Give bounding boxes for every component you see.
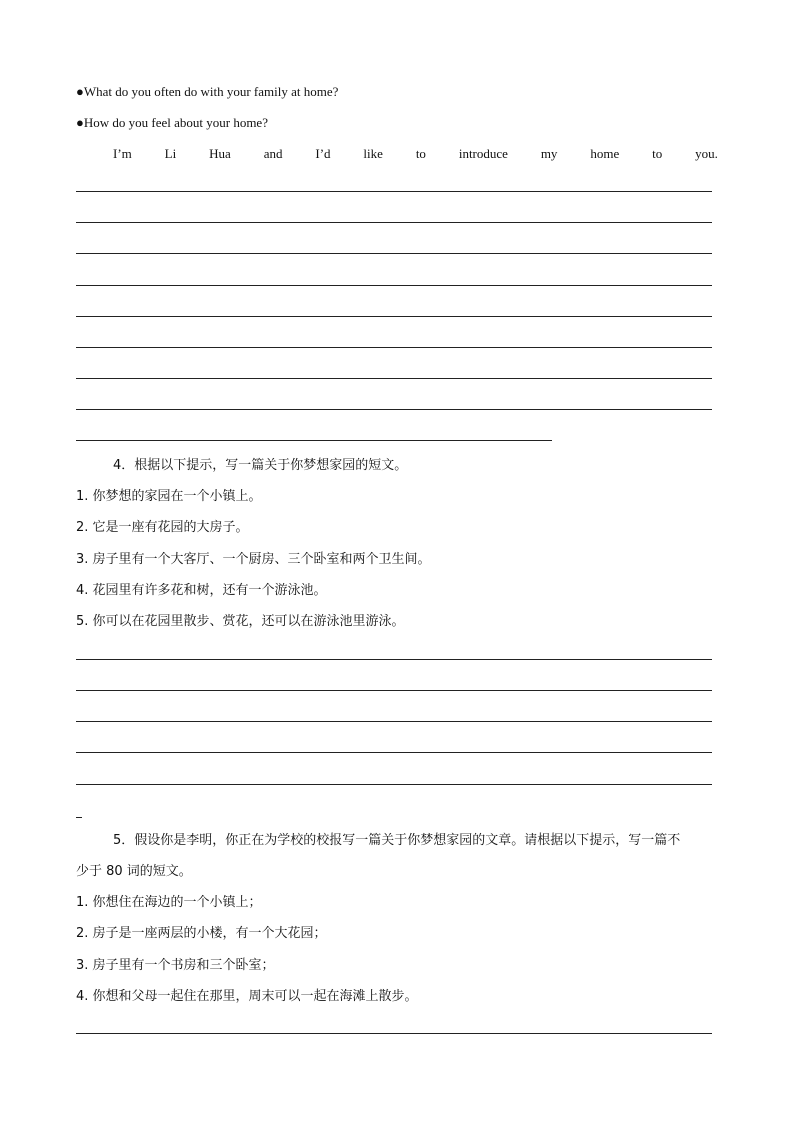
bullet-question-feel: ●How do you feel about your home? bbox=[76, 115, 268, 130]
writing-line bbox=[76, 378, 712, 379]
task4-item: 5. 你可以在花园里散步、赏花，还可以在游泳池里游泳。 bbox=[76, 614, 405, 629]
writing-line bbox=[76, 1033, 712, 1034]
writing-line-short bbox=[76, 440, 552, 441]
task5-item: 3. 房子里有一个书房和三个卧室； bbox=[76, 958, 275, 973]
writing-line bbox=[76, 347, 712, 348]
starter-word: home bbox=[590, 146, 620, 161]
bullet-question-family: ●What do you often do with your family at home? bbox=[76, 84, 339, 99]
writing-line bbox=[76, 285, 712, 286]
starter-word: my bbox=[540, 146, 558, 161]
starter-word: and bbox=[263, 146, 283, 161]
starter-sentence bbox=[113, 146, 718, 162]
writing-line bbox=[76, 409, 712, 410]
task4-item: 4. 花园里有许多花和树，还有一个游泳池。 bbox=[76, 583, 327, 598]
task5-item: 2. 房子是一座两层的小楼，有一个大花园； bbox=[76, 926, 327, 941]
starter-word: like bbox=[363, 146, 383, 161]
writing-line bbox=[76, 253, 712, 254]
writing-line bbox=[76, 316, 712, 317]
starter-word: I’m bbox=[113, 146, 132, 161]
task5-heading-continued: 少于 80 词的短文。 bbox=[76, 864, 192, 879]
starter-word: you. bbox=[695, 146, 718, 161]
writing-line bbox=[76, 690, 712, 691]
task4-item: 1. 你梦想的家园在一个小镇上。 bbox=[76, 489, 262, 504]
writing-line bbox=[76, 191, 712, 192]
writing-line-fragment bbox=[76, 817, 82, 818]
writing-line bbox=[76, 752, 712, 753]
writing-line bbox=[76, 721, 712, 722]
starter-word: I’d bbox=[315, 146, 331, 161]
writing-line bbox=[76, 784, 712, 785]
task5-item: 1. 你想住在海边的一个小镇上； bbox=[76, 895, 262, 910]
starter-word: Hua bbox=[209, 146, 231, 161]
task5-heading: 5．假设你是李明，你正在为学校的校报写一篇关于你梦想家园的文章。请根据以下提示，写一篇不 bbox=[113, 833, 681, 848]
task4-heading: 4．根据以下提示，写一篇关于你梦想家园的短文。 bbox=[113, 458, 408, 473]
task5-item: 4. 你想和父母一起住在那里，周末可以一起在海滩上散步。 bbox=[76, 989, 418, 1004]
starter-word: to bbox=[415, 146, 426, 161]
task4-item: 2. 它是一座有花园的大房子。 bbox=[76, 520, 249, 535]
task4-item: 3. 房子里有一个大客厅、一个厨房、三个卧室和两个卫生间。 bbox=[76, 552, 431, 567]
writing-line bbox=[76, 659, 712, 660]
starter-word: Li bbox=[164, 146, 177, 161]
starter-word: introduce bbox=[458, 146, 508, 161]
writing-line bbox=[76, 222, 712, 223]
starter-word: to bbox=[652, 146, 663, 161]
